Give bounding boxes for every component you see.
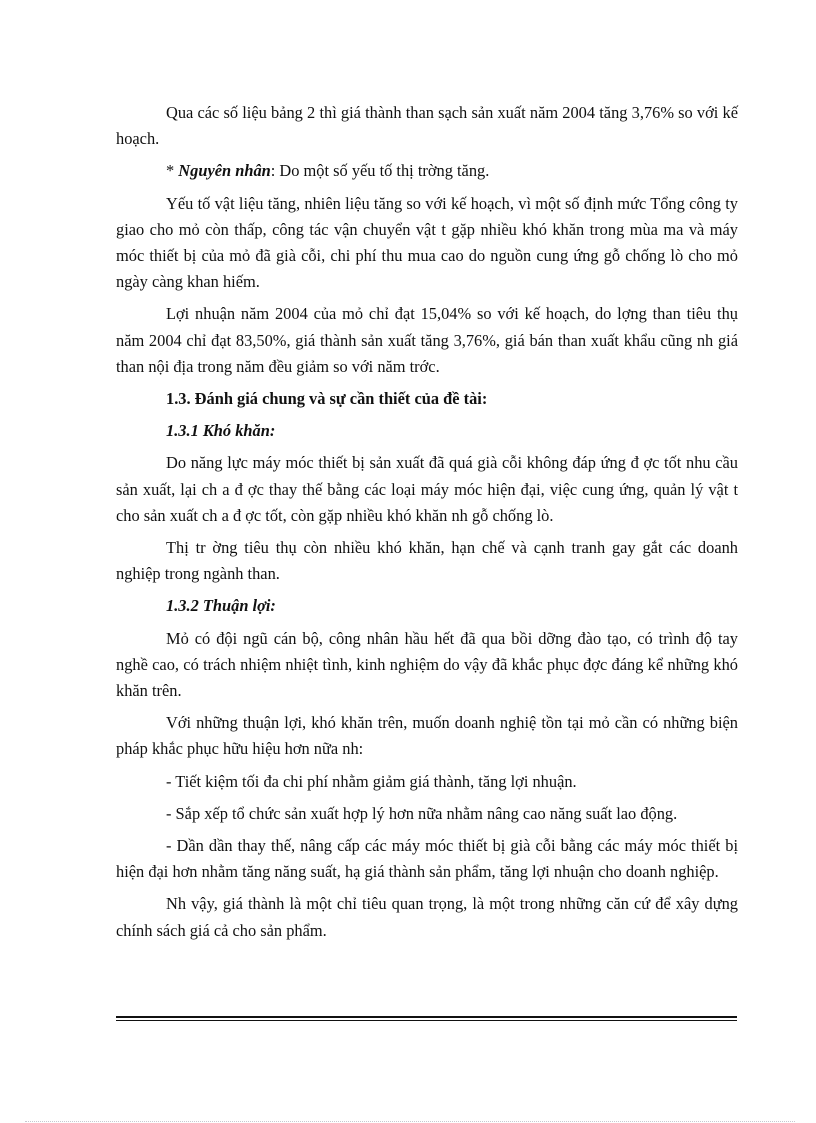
list-item-organize-production: - Sắp xếp tổ chức sản xuất hợp lý hơn nữa nhằm nâng cao năng suất lao động.	[166, 803, 678, 823]
footer-double-rule	[116, 1016, 737, 1021]
paragraph-measures-intro: Với những thuận lợi, khó khăn trên, muốn doanh nghiệ tồn tại mỏ cần có những biện pháp khắc phục hữu hiệu hơn nữa nh:	[116, 713, 738, 759]
paragraph-difficulty-market: Thị tr ờng tiêu thụ còn nhiều khó khăn, hạn chế và cạnh tranh gay gắt các doanh nghiệp trong ngành than.	[116, 538, 738, 584]
heading-1-3-1: 1.3.1 Khó khăn:	[166, 421, 276, 441]
bullet-star: *	[166, 161, 179, 181]
heading-1-3: 1.3. Đánh giá chung và sự cần thiết của đề tài:	[166, 389, 488, 409]
paragraph-cost-increase: Qua các số liệu bảng 2 thì giá thành than sạch sản xuất năm 2004 tăng 3,76% so với kế hoạch.	[116, 103, 738, 149]
list-item-replace-equipment: - Dần dần thay thế, nâng cấp các máy móc thiết bị già cỗi bằng các máy móc thiết bị hiện đại hơn nhằm tăng năng suất, hạ giá thành sản phẩm, tăng lợi nhuận cho doanh nghiệp.	[116, 836, 738, 882]
paragraph-materials: Yếu tố vật liệu tăng, nhiên liệu tăng so với kế hoạch, vì một số định mức Tổng công ty giao cho mỏ còn thấp, công tác vận chuyển vật t gặp nhiều khó khăn trong mùa ma và máy móc thiết bị của mỏ đã già cỗi, chi phí thu mua cao do nguồn cung ứng gỗ chống lò cho mỏ ngày càng khan hiếm.	[116, 193, 738, 292]
list-item-cost-saving: - Tiết kiệm tối đa chi phí nhằm giảm giá thành, tăng lợi nhuận.	[166, 771, 577, 791]
paragraph-advantage-staff: Mỏ có đội ngũ cán bộ, công nhân hầu hết đã qua bồi dỡng đào tạo, có trình độ tay nghề cao, có trách nhiệm nhiệt tình, kinh nghiệm do vậy đã khắc phục đợc đáng kể những khó khăn trên.	[116, 628, 738, 701]
paragraph-cause	[116, 158, 738, 184]
cause-text: : Do một số yếu tố thị trờng tăng.	[270, 161, 490, 181]
paragraph-profit: Lợi nhuận năm 2004 của mỏ chỉ đạt 15,04% so với kế hoạch, do lợng than tiêu thụ năm 2004 chỉ đạt 83,50%, giá thành sản xuất tăng 3,76%, giá bán than xuất khẩu cũng nh giá than nội địa trong năm đều giảm so với năm trớc.	[116, 304, 738, 376]
document-page	[116, 100, 738, 950]
heading-1-3-2: 1.3.2 Thuận lợi:	[166, 596, 276, 616]
paragraph-difficulty-equipment: Do năng lực máy móc thiết bị sản xuất đã quá già cỗi không đáp ứng đ ợc tốt nhu cầu sản xuất, lại ch a đ ợc thay thế bằng các loại máy móc hiện đại, việc cung ứng, quản lý vật t cho sản xuất ch a đ ợc tốt, còn gặp nhiều khó khăn nh gỗ chống lò.	[116, 453, 738, 525]
page-bottom-dotted-line	[25, 1121, 795, 1122]
paragraph-conclusion: Nh vậy, giá thành là một chỉ tiêu quan trọng, là một trong những căn cứ để xây dựng chính sách giá cả cho sản phẩm.	[116, 894, 738, 940]
cause-label: Nguyên nhân	[178, 161, 271, 181]
